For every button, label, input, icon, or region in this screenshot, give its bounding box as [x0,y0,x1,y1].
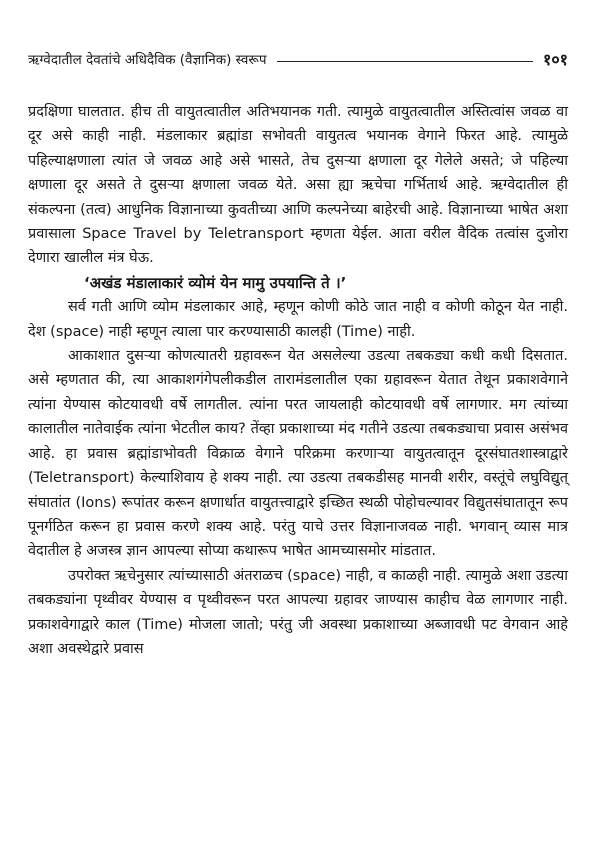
page-body [28,100,568,661]
mantra-quote: ‘अखंड मंडालाकारं व्योमं येन मामु उपयान्ति ते ।’ [84,273,347,292]
header-rule [277,61,533,62]
running-header [28,44,568,74]
paragraph-2: सर्व गती आणि व्योम मंडलाकार आहे, म्हणून कोणी कोठे जात नाही व कोणी कोठून येत नाही. देश (space) नाही म्हणून त्याला पार करण्यासाठी कालही (Time) नाही. [28,299,568,340]
header-title: ऋग्वेदातील देवतांचे अधिदैविक (वैज्ञानिक) स्वरूप [28,52,267,68]
paragraph-1: प्रदक्षिणा घालतात. हीच ती वायुतत्वातील अतिभयानक गती. त्यामुळे वायुतत्वातील अस्तित्वांस जवळ वा दूर असे काही नाही. मंडलाकार ब्रह्मांडा सभोवती वायुतत्व भयानक वेगाने फिरत आहे. त्यामुळे पहिल्याक्षणाला त्यांत जे जवळ आहे असे भासते, तेच दुसऱ्या क्षणाला दूर गेलेले असते; जे पहिल्या क्षणाला दूर असते ते दुसऱ्या क्षणाला जवळ येते. असा ह्या ऋचेचा गर्भितार्थ आहे. ऋग्वेदातील ही संकल्पना (तत्व) आधुनिक विज्ञानाच्या कुवतीच्या आणि कल्पनेच्या बाहेरची आहे. विज्ञानाच्या भाषेत अशा प्रवासाला Space Travel by Teletransport म्हणता येईल. आता वरील वैदिक तत्वांस दुजोरा देणारा खालील मंत्र घेऊ. [28,104,568,267]
paragraph-3: आकाशात दुसऱ्या कोणत्यातरी ग्रहावरून येत असलेल्या उडत्या तबकड्या कधी कधी दिसतात. असे म्हणतात की, त्या आकाशगंगेपलीकडील तारामंडलातील एका ग्रहावरून येतात तेथून प्रकाशवेगाने त्यांना येण्यास कोटयावधी वर्षे लागतील. त्यांना परत जायलाही कोटयावधी वर्षे लागणार. मग त्यांच्या कालातील नातेवाईक त्यांना भेटतील काय? तेंव्हा प्रकाशाच्या मंद गतीने उडत्या तबकड्याचा प्रवास असंभव आहे. हा प्रवास ब्रह्मांडाभोवती विक्राळ वेगाने परिक्रमा करणाऱ्या वायुतत्वातून दूरसंघातशास्त्राद्वारे (Teletransport) केल्याशिवाय हे शक्य नाही. त्या उडत्या तबकडीसह मानवी शरीर, वस्तूंचे लघुविद्युत् संघातांत (Ions) रूपांतर करून क्षणार्धात वायुतत्त्वाद्वारे इच्छित स्थळी पोहोचल्यावर विद्युतसंघातातून रूप पूनर्गठित करून हा प्रवास करणे शक्य आहे. परंतु याचे उत्तर विज्ञानाजवळ नाही. भगवान् व्यास मात्र वेदातील हे अजस्त्र ज्ञान आपल्या सोप्या कथारूप भाषेत आमच्यासमोर मांडतात. [28,348,568,560]
paragraph-4: उपरोक्त ऋचेनुसार त्यांच्यासाठी अंतराळच (space) नाही, व काळही नाही. त्यामुळे अशा उडत्या तबकड्यांना पृथ्वीवर येण्यास व पृथ्वीवरून परत आपल्या ग्रहावर जाण्यास काहीच वेळ लागणार नाही. प्रकाशवेगाद्वारे काल (Time) मोजला जातो; परंतु जी अवस्था प्रकाशाच्या अब्जावधी पट वेगवान आहे अशा अवस्थेद्वारे प्रवास [28,567,568,657]
page-number: १०१ [543,50,568,69]
